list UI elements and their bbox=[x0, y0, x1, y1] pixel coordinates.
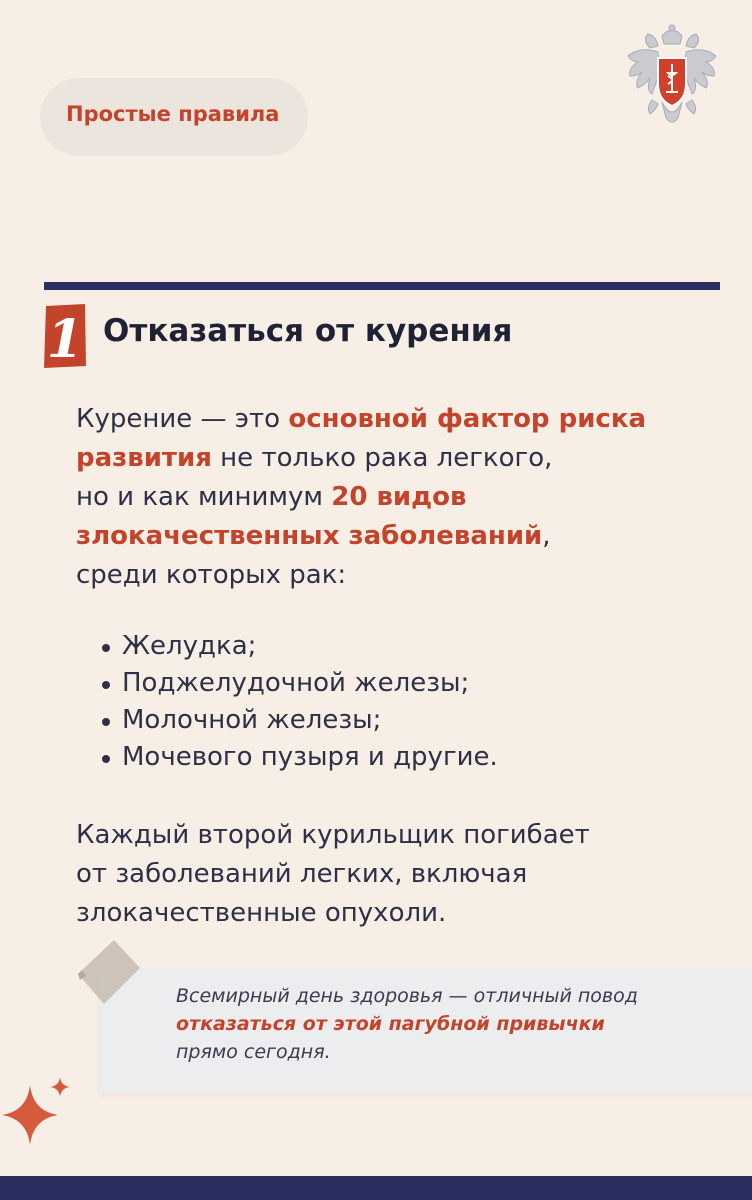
intro-line-1: Курение — это основной фактор риска bbox=[76, 404, 647, 434]
intro-paragraph bbox=[76, 400, 646, 595]
list-item: Поджелудочной железы; bbox=[100, 665, 498, 702]
cancer-types-list bbox=[100, 628, 498, 776]
note-text bbox=[176, 982, 638, 1066]
conclusion-paragraph bbox=[76, 816, 590, 933]
emblem-icon bbox=[622, 22, 722, 130]
footer-bar bbox=[0, 1176, 752, 1200]
category-tag bbox=[40, 78, 308, 156]
sparkle-icon bbox=[0, 1075, 80, 1155]
section-divider bbox=[44, 282, 720, 290]
intro-line-4: злокачественных заболеваний, bbox=[76, 521, 551, 551]
list-item: Мочевого пузыря и другие. bbox=[100, 739, 498, 776]
conclusion-line-2: от заболеваний легких, включая bbox=[76, 859, 528, 889]
highlight-malignant-diseases: злокачественных заболеваний bbox=[76, 521, 543, 551]
note-line-1: Всемирный день здоровья — отличный повод bbox=[176, 985, 638, 1007]
list-item: Молочной железы; bbox=[100, 702, 498, 739]
section-number-badge bbox=[42, 302, 88, 370]
highlight-development: развития bbox=[76, 443, 212, 473]
note-line-3: прямо сегодня. bbox=[176, 1041, 331, 1063]
intro-line-5: среди которых рак: bbox=[76, 560, 347, 590]
section-number: 1 bbox=[46, 309, 84, 370]
tape-decoration bbox=[74, 938, 144, 1008]
highlight-risk-factor: основной фактор риска bbox=[288, 404, 647, 434]
highlight-20-types: 20 видов bbox=[331, 482, 467, 512]
conclusion-line-3: злокачественные опухоли. bbox=[76, 898, 447, 928]
list-item: Желудка; bbox=[100, 628, 498, 665]
category-tag-label: Простые правила bbox=[66, 102, 280, 126]
conclusion-line-1: Каждый второй курильщик погибает bbox=[76, 820, 590, 850]
section-title: Отказаться от курения bbox=[103, 313, 513, 349]
intro-line-3: но и как минимум 20 видов bbox=[76, 482, 467, 512]
intro-line-2: развития не только рака легкого, bbox=[76, 443, 553, 473]
note-line-2-highlight: отказаться от этой пагубной привычки bbox=[176, 1013, 605, 1035]
